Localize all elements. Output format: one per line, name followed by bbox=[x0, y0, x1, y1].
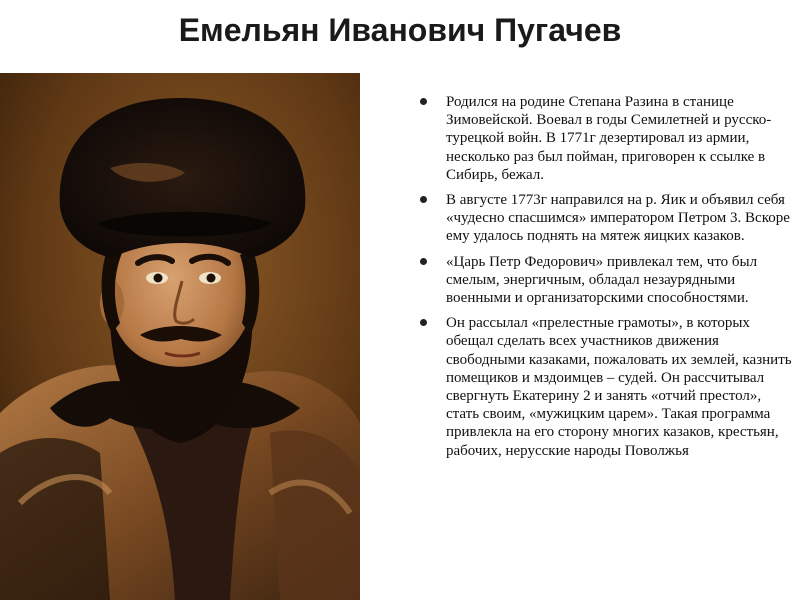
bullet-item bbox=[420, 253, 795, 308]
bullet-text: В августе 1773г направился на р. Яик и объявил себя «чудесно спасшимся» императором Петром 3. Вскоре ему удалось поднять на мятеж яицких казаков. bbox=[446, 192, 790, 245]
bullet-dot-icon bbox=[420, 258, 427, 265]
bullet-item bbox=[420, 191, 795, 246]
portrait-painting bbox=[0, 73, 360, 600]
bullet-list bbox=[420, 93, 795, 467]
bullet-item bbox=[420, 93, 795, 184]
bullet-dot-icon bbox=[420, 98, 427, 105]
bullet-text: Родился на родине Степана Разина в станице Зимовейской. Воевал в годы Семилетней и русско-турецкой войн. В 1771г дезертировал из армии, несколько раз был пойман, приговорен к ссылке в Сибирь, бежал. bbox=[446, 94, 772, 183]
bullet-item bbox=[420, 314, 795, 460]
portrait-image bbox=[0, 73, 360, 600]
bullet-text: «Царь Петр Федорович» привлекал тем, что был смелым, энергичным, обладал незаурядными военными и организаторскими способностями. bbox=[446, 253, 758, 307]
slide-title: Емельян Иванович Пугачев bbox=[178, 12, 622, 48]
bullet-dot-icon bbox=[420, 196, 427, 203]
bullet-dot-icon bbox=[420, 319, 427, 326]
bullet-text: Он рассылал «прелестные грамоты», в которых обещал сделать всех участников движения свободными казаками, пожаловать их землей, казнить помещиков и мздоимцев – судей. Он рассчитывал свергнуть Екатерину 2 и занять «отчий престол», стать своим, «мужицким царем». Такая программа привлекла на его сторону многих казаков, крестьян, рабочих, нерусские народы Поволжья bbox=[446, 315, 792, 459]
